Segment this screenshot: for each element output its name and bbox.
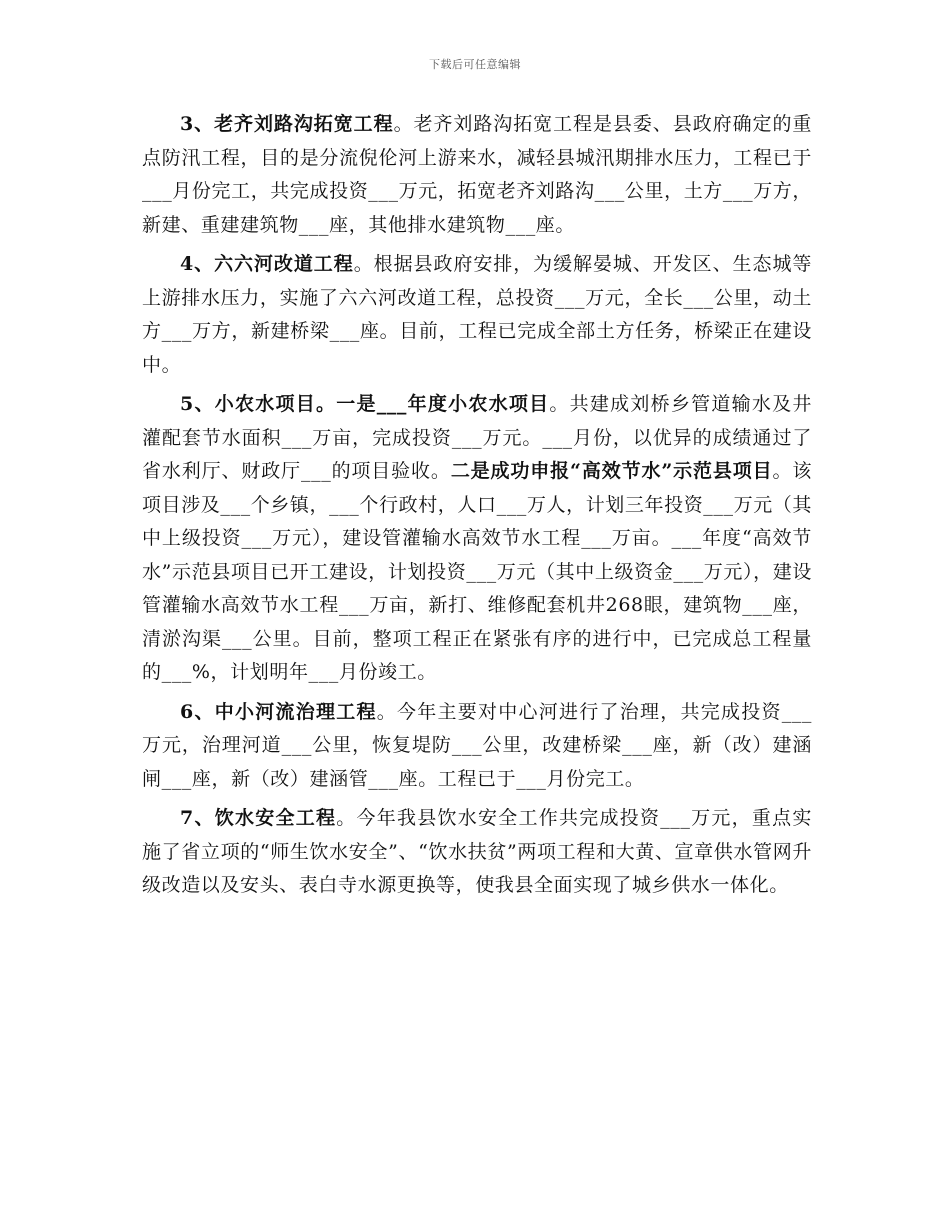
paragraph-text: 。该项目涉及___个乡镇，___个行政村，人口___万人，计划三年投资___万元（其中上级投资___万元），建设管灌输水高效节水工程___万亩。___年度“高效节水”示范县项目已开工建设，计划投资___万元（其中上级资金___万元），建设管灌输水高效节水工程___万亩，新打、维修配套机井268眼，建筑物___座，清淤沟渠___公里。目前，整项工程正在紧张有序的进行中，已完成总工程量的___%，计划明年___月份竣工。 — [142, 460, 813, 683]
paragraph-river-governance-project — [142, 696, 812, 797]
paragraph-text: 。根据县政府安排，为缓解晏城、开发区、生态城等上游排水压力，实施了六六河改道工程，总投资___万元，全长___公里，动土方___万方，新建桥梁___座。目前，工程已完成全部土方任务，桥梁正在建设中。 — [142, 253, 812, 376]
paragraph-heading: 7、饮水安全工程 — [180, 807, 337, 829]
paragraph-heading: 5、小农水项目。一是___年度小农水项目 — [180, 393, 550, 415]
paragraph-heading: 3、老齐刘路沟拓宽工程 — [180, 113, 394, 135]
paragraph-text: 。今年我县饮水安全工作共完成投资___万元，重点实施了省立项的“师生饮水安全”、“饮水扶贫”两项工程和大黄、宣章供水管网升级改造以及安头、表白寺水源更换等，使我县全面实现了城乡供水一体化。 — [142, 807, 812, 896]
paragraph-small-irrigation-project — [142, 388, 812, 690]
paragraph-laoqiliu-project — [142, 108, 812, 242]
paragraph-text: 。今年主要对中心河进行了治理，共完成投资___万元，治理河道___公里，恢复堤防___公里，改建桥梁___座，新（改）建涵闸___座，新（改）建涵管___座。工程已于___月份完工。 — [142, 700, 812, 790]
paragraph-heading: 4、六六河改道工程 — [180, 253, 354, 275]
paragraph-text: 。共建成刘桥乡管道输水及井灌配套节水面积___万亩，完成投资___万元。___月份，以优异的成绩通过了省水利厅、财政厅___的项目验收。 — [142, 393, 812, 482]
page-header-watermark: 下载后可任意编辑 — [429, 58, 521, 71]
paragraph-text: 。老齐刘路沟拓宽工程是县委、县政府确定的重点防汛工程，目的是分流倪伦河上游来水，减轻县城汛期排水压力，工程已于___月份完工，共完成投资___万元，拓宽老齐刘路沟___公里，土方___万方，新建、重建建筑物___座，其他排水建筑物___座。 — [142, 113, 813, 236]
paragraph-drinking-water-project — [142, 802, 812, 903]
paragraph-heading: 6、中小河流治理工程 — [180, 700, 377, 723]
document-body — [142, 108, 812, 909]
paragraph-subheading: 二是成功申报“高效节水”示范县项目 — [450, 460, 773, 482]
paragraph-liuliuhe-project — [142, 248, 812, 382]
